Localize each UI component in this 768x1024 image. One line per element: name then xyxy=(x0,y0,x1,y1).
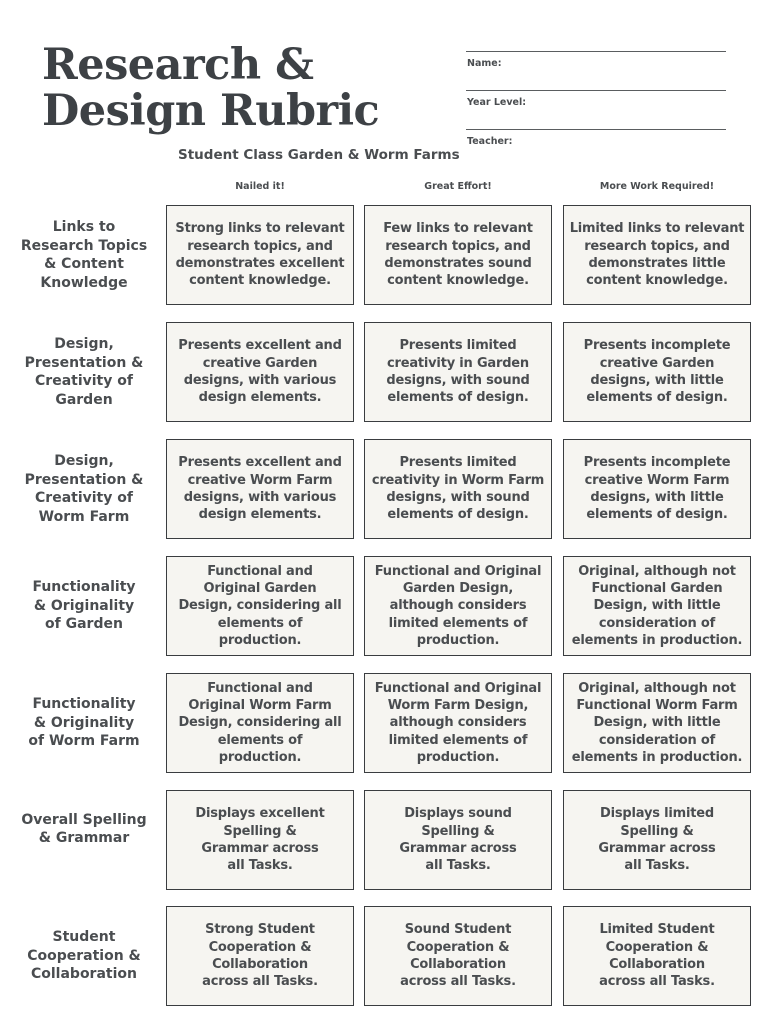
rubric-cell: Functional and Original Garden Design, considering all elements of production. xyxy=(166,556,354,656)
name-field-label: Name: xyxy=(467,58,502,69)
column-header-great-effort: Great Effort! xyxy=(424,181,492,192)
rubric-cell: Strong Student Cooperation & Collaboration across all Tasks. xyxy=(166,906,354,1006)
row-label-design-worm-farm: Design, Presentation & Creativity of Worm Farm xyxy=(24,453,144,525)
rubric-cell: Original, although not Functional Worm Farm Design, with little consideration of elements in production. xyxy=(563,673,751,773)
year-level-field-label: Year Level: xyxy=(467,97,527,108)
rubric-cell: Functional and Original Worm Farm Design, although considers limited elements of production. xyxy=(364,673,552,773)
row-label-functionality-worm-farm: Functionality & Originality of Worm Farm xyxy=(28,696,140,750)
row-label-design-garden: Design, Presentation & Creativity of Garden xyxy=(24,336,144,408)
rubric-cell: Presents excellent and creative Worm Farm designs, with various design elements. xyxy=(166,439,354,539)
rubric-cell: Limited links to relevant research topics, and demonstrates little content knowledge. xyxy=(563,205,751,305)
rubric-cell: Original, although not Functional Garden Design, with little consideration of elements in production. xyxy=(563,556,751,656)
rubric-cell: Sound Student Cooperation & Collaboration across all Tasks. xyxy=(364,906,552,1006)
rubric-cell: Displays limited Spelling & Grammar across all Tasks. xyxy=(563,790,751,890)
row-label-functionality-garden: Functionality & Originality of Garden xyxy=(32,579,136,633)
row-label-research: Links to Research Topics & Content Knowledge xyxy=(20,219,148,291)
year-level-field[interactable] xyxy=(466,90,726,129)
teacher-field-label: Teacher: xyxy=(467,136,513,147)
rubric-cell: Functional and Original Garden Design, although considers limited elements of production. xyxy=(364,556,552,656)
title-line-2: Design Rubric xyxy=(42,86,380,136)
column-header-nailed-it: Nailed it! xyxy=(235,181,285,192)
column-header-more-work-required: More Work Required! xyxy=(599,181,715,192)
page-title xyxy=(42,42,379,134)
name-field[interactable] xyxy=(466,51,726,90)
rubric-cell: Limited Student Cooperation & Collaboration across all Tasks. xyxy=(563,906,751,1006)
rubric-cell: Displays excellent Spelling & Grammar across all Tasks. xyxy=(166,790,354,890)
title-line-1: Research & xyxy=(42,40,314,90)
teacher-field[interactable] xyxy=(466,129,726,168)
rubric-cell: Presents limited creativity in Worm Farm designs, with sound elements of design. xyxy=(364,439,552,539)
rubric-cell: Few links to relevant research topics, and demonstrates sound content knowledge. xyxy=(364,205,552,305)
rubric-cell: Strong links to relevant research topics, and demonstrates excellent content knowledge. xyxy=(166,205,354,305)
rubric-cell: Presents limited creativity in Garden designs, with sound elements of design. xyxy=(364,322,552,422)
rubric-cell: Presents excellent and creative Garden designs, with various design elements. xyxy=(166,322,354,422)
page-subtitle: Student Class Garden & Worm Farms xyxy=(178,147,460,163)
row-label-spelling-grammar: Overall Spelling & Grammar xyxy=(21,811,147,846)
rubric-cell: Presents incomplete creative Worm Farm designs, with little elements of design. xyxy=(563,439,751,539)
rubric-cell: Displays sound Spelling & Grammar across all Tasks. xyxy=(364,790,552,890)
rubric-cell: Functional and Original Worm Farm Design, considering all elements of production. xyxy=(166,673,354,773)
row-label-cooperation: Student Cooperation & Collaboration xyxy=(27,929,141,983)
rubric-cell: Presents incomplete creative Garden designs, with little elements of design. xyxy=(563,322,751,422)
